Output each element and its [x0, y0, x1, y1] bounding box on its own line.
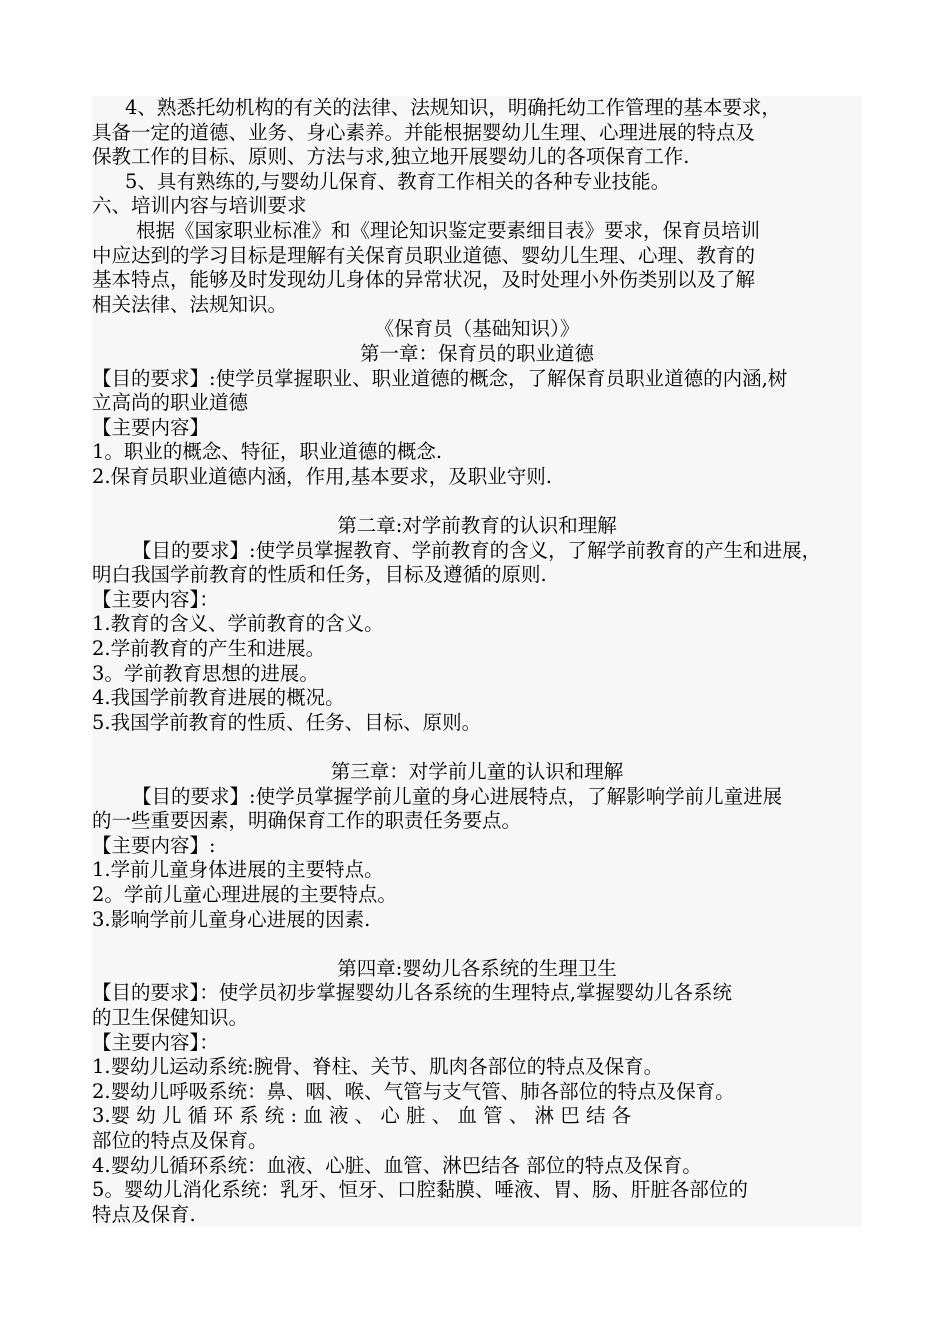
intro-line-2: 具备一定的道德、业务、身心素养。并能根据婴幼儿生理、心理进展的特点及 — [92, 120, 756, 144]
book-title: 《保育员（基础知识）》 — [374, 317, 580, 341]
chapter-3-item: 2。学前儿童心理进展的主要特点。 — [92, 883, 397, 906]
section-6-title: 六、培训内容与培训要求 — [92, 194, 307, 218]
chapter-2-title: 第二章:对学前教育的认识和理解 — [337, 514, 617, 538]
chapter-3-goal-line-2: 的一些重要因素，明确保育工作的职责任务要点。 — [92, 809, 522, 833]
chapter-2-item: 2.学前教育的产生和进展。 — [92, 637, 326, 661]
chapter-4-item: 2.婴幼儿呼吸系统：鼻、咽、喉、气管与支气管、肺各部位的特点及保育。 — [92, 1079, 735, 1103]
intro-line-1: 4、熟悉托幼机构的有关的法律、法规知识，明确托幼工作管理的基本要求， — [125, 96, 781, 119]
chapter-4-item-continuation: 部位的特点及保育。 — [92, 1128, 268, 1152]
chapter-3-goal-line-1: 【目的要求】:使学员掌握学前儿童的身心进展特点，了解影响学前儿童进展 — [132, 784, 783, 808]
chapter-3-item: 3.影响学前儿童身心进展的因素. — [92, 907, 371, 931]
section-6-paragraph-line-2: 中应达到的学习目标是理解有关保育员职业道德、婴幼儿生理、心理、教育的 — [92, 243, 756, 267]
chapter-1-goal-line-1: 【目的要求】:使学员掌握职业、职业道德的概念，了解保育员职业道德的内涵,树 — [92, 366, 788, 390]
section-6-paragraph-line-1: 根据《国家职业标准》和《理论知识鉴定要素细目表》要求，保育员培训 — [136, 218, 761, 242]
blank-line — [92, 490, 862, 515]
chapter-2-item: 5.我国学前教育的性质、任务、目标、原则。 — [92, 710, 482, 734]
chapter-2-item: 4.我国学前教育进展的概况。 — [92, 686, 345, 710]
chapter-3-title: 第三章：对学前儿童的认识和理解 — [330, 760, 624, 784]
chapter-4-content-label: 【主要内容】： — [92, 1030, 219, 1054]
chapter-4-goal-line-1: 【目的要求】：使学员初步掌握婴幼儿各系统的生理特点,掌握婴幼儿各系统 — [92, 981, 732, 1005]
chapter-2-content-label: 【主要内容】： — [92, 587, 219, 611]
chapter-4-item: 3.婴 幼 儿 循 环 系 统 : 血 液 、 心 脏 、 血 管 、 淋 巴 结 各 — [92, 1104, 632, 1128]
chapter-4-item: 1.婴幼儿运动系统:腕骨、脊柱、关节、肌肉各部位的特点及保育。 — [92, 1055, 664, 1079]
chapter-3-content-label: 【主要内容】: — [92, 833, 216, 857]
intro-line-3: 保教工作的目标、原则、方法与求,独立地开展婴幼儿的各项保育工作. — [92, 145, 690, 169]
blank-line — [92, 932, 862, 957]
chapter-1-content-label: 【主要内容】 — [92, 415, 210, 439]
chapter-2-item: 3。学前教育思想的进展。 — [92, 661, 319, 685]
chapter-1-item: 1。职业的概念、特征，职业道德的概念. — [92, 440, 443, 464]
chapter-2-goal-line-2: 明白我国学前教育的性质和任务，目标及遵循的原则. — [92, 563, 547, 587]
blank-line — [92, 735, 862, 760]
chapter-4-item-continuation: 特点及保育. — [92, 1202, 196, 1226]
chapter-2-item: 1.教育的含义、学前教育的含义。 — [92, 612, 384, 636]
document-body — [92, 96, 862, 1227]
chapter-4-title: 第四章:婴幼儿各系统的生理卫生 — [337, 956, 617, 980]
chapter-4-item: 5。婴幼儿消化系统：乳牙、恒牙、口腔黏膜、唾液、胃、肠、肝脏各部位的 — [92, 1178, 748, 1202]
chapter-1-item: 2.保育员职业道德内涵，作用,基本要求，及职业守则. — [92, 464, 553, 488]
chapter-3-item: 1.学前儿童身体进展的主要特点。 — [92, 858, 384, 882]
intro-line-4: 5、具有熟练的,与婴幼儿保育、教育工作相关的各种专业技能。 — [125, 169, 671, 193]
chapter-1-goal-line-2: 立高尚的职业道德 — [92, 391, 249, 415]
chapter-1-title: 第一章：保育员的职业道德 — [359, 341, 594, 365]
section-6-paragraph-line-4: 相关法律、法规知识。 — [92, 292, 288, 316]
chapter-4-item: 4.婴幼儿循环系统：血液、心脏、血管、淋巴结各 部位的特点及保育。 — [92, 1153, 702, 1177]
chapter-2-goal-line-1: 【目的要求】:使学员掌握教育、学前教育的含义，了解学前教育的产生和进展， — [132, 538, 822, 562]
section-6-paragraph-line-3: 基本特点，能够及时发现幼儿身体的异常状况，及时处理小外伤类别以及了解 — [92, 268, 756, 292]
chapter-4-goal-line-2: 的卫生保健知识。 — [92, 1005, 249, 1029]
